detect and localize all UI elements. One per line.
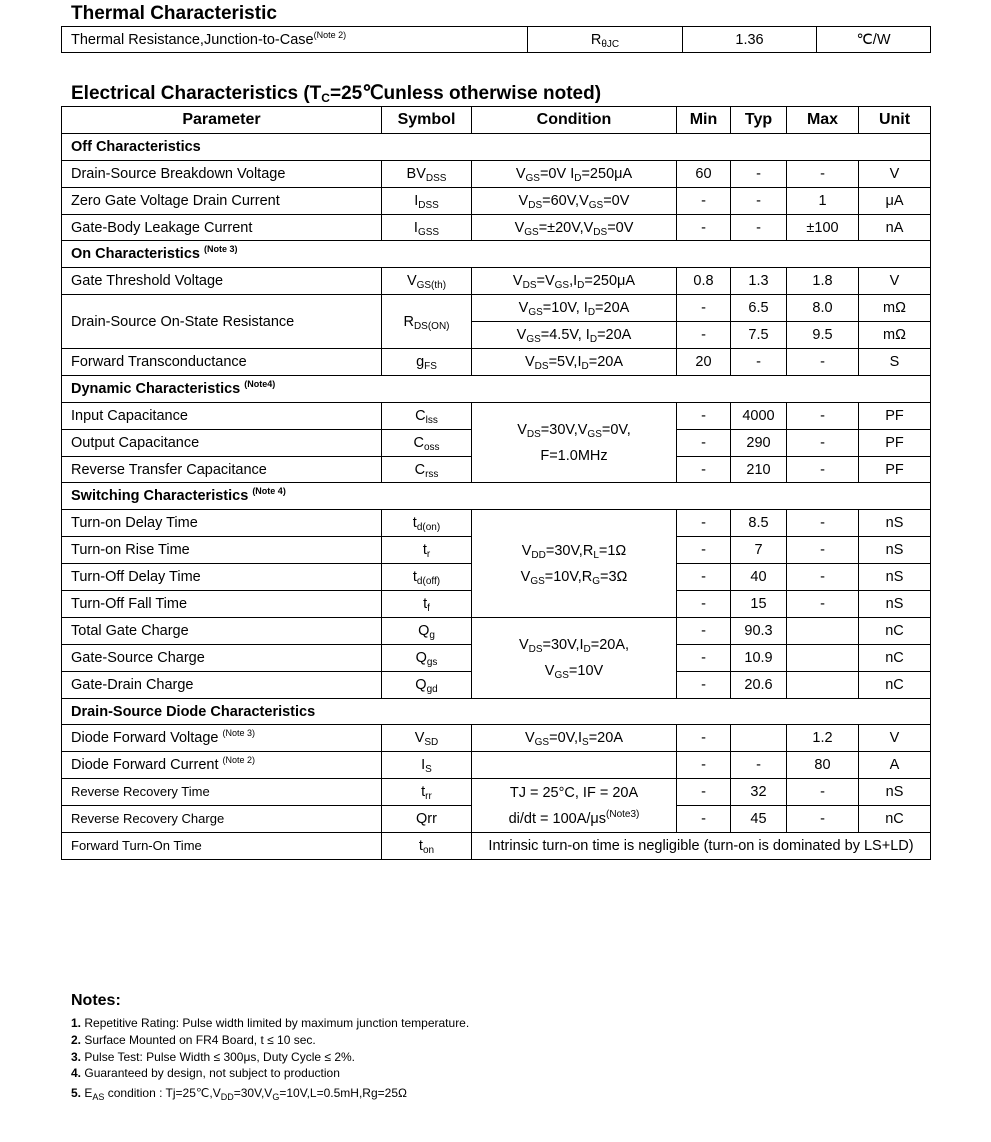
min-cell: - (677, 644, 731, 671)
thermal-symbol: $R_{\theta JC}$ (528, 27, 683, 53)
max-cell: - (787, 160, 859, 187)
max-cell: 8.0 (787, 295, 859, 322)
max-cell: - (787, 564, 859, 591)
unit-cell: nS (859, 591, 931, 618)
unit-cell: nS (859, 564, 931, 591)
max-cell: - (787, 537, 859, 564)
condition-cell: Intrinsic turn-on time is negligible (turn-on is dominated by LS+LD) (472, 833, 931, 860)
unit-cell: V (859, 160, 931, 187)
notes (71, 992, 469, 1102)
section-row (62, 698, 931, 725)
unit-cell: A (859, 752, 931, 779)
col-max: Max (787, 107, 859, 134)
typ-cell: - (731, 752, 787, 779)
unit-cell: PF (859, 402, 931, 429)
param-cell: Input Capacitance (62, 402, 382, 429)
condition-cell: $V_{GS}=0V,I_S=20A$ (472, 725, 677, 752)
section-row (62, 375, 931, 402)
typ-cell: 10.9 (731, 644, 787, 671)
min-cell: - (677, 779, 731, 806)
typ-cell: 90.3 (731, 617, 787, 644)
param-cell: Gate-Body Leakage Current (62, 214, 382, 241)
min-cell: - (677, 806, 731, 833)
table-row (62, 349, 931, 376)
max-cell: - (787, 456, 859, 483)
min-cell: 0.8 (677, 268, 731, 295)
symbol-cell: $t_{on}$ (382, 833, 472, 860)
param-cell: Total Gate Charge (62, 617, 382, 644)
condition-cell (472, 752, 677, 779)
min-cell: - (677, 322, 731, 349)
param-cell: Turn-Off Fall Time (62, 591, 382, 618)
param-cell: Drain-Source Breakdown Voltage (62, 160, 382, 187)
note-item: 4. Guaranteed by design, not subject to production (71, 1066, 340, 1081)
note-item: 3. Pulse Test: Pulse Width ≤ 300μs, Duty Cycle ≤ 2%. (71, 1049, 355, 1064)
min-cell: 20 (677, 349, 731, 376)
col-typ: Typ (731, 107, 787, 134)
condition-cell: $V_{DS}=30V,I_D=20A$, $V_{GS}=10V$ (472, 617, 677, 698)
table-row (62, 779, 931, 806)
typ-cell: 210 (731, 456, 787, 483)
typ-cell: 20.6 (731, 671, 787, 698)
typ-cell: 15 (731, 591, 787, 618)
max-cell (787, 644, 859, 671)
symbol-cell: $R_{DS(ON)}$ (382, 295, 472, 349)
symbol-cell: $V_{GS(th)}$ (382, 268, 472, 295)
typ-cell: 40 (731, 564, 787, 591)
table-row (62, 27, 931, 53)
symbol-cell: $I_{GSS}$ (382, 214, 472, 241)
min-cell: 60 (677, 160, 731, 187)
condition-cell: $V_{DD}=30V,R_L=1\Omega$ $V_{GS}=10V,R_G=3\Omega$ (472, 510, 677, 618)
param-cell: Turn-Off Delay Time (62, 564, 382, 591)
unit-cell: nC (859, 644, 931, 671)
typ-cell: 45 (731, 806, 787, 833)
typ-cell: - (731, 349, 787, 376)
param-cell: Reverse Recovery Charge (62, 806, 382, 833)
symbol-cell: $I_{DSS}$ (382, 187, 472, 214)
max-cell (787, 617, 859, 644)
unit-cell: nS (859, 537, 931, 564)
symbol-cell: $C_{rss}$ (382, 456, 472, 483)
unit-cell: mΩ (859, 295, 931, 322)
param-cell: Turn-on Delay Time (62, 510, 382, 537)
symbol-cell: $BV_{DSS}$ (382, 160, 472, 187)
max-cell: 1.2 (787, 725, 859, 752)
note-item: 2. Surface Mounted on FR4 Board, t ≤ 10 sec. (71, 1032, 316, 1047)
table-row (62, 268, 931, 295)
min-cell: - (677, 564, 731, 591)
table-row (62, 402, 931, 429)
max-cell: 9.5 (787, 322, 859, 349)
typ-cell: 6.5 (731, 295, 787, 322)
min-cell: - (677, 537, 731, 564)
typ-cell: 1.3 (731, 268, 787, 295)
symbol-cell: $Q_{gs}$ (382, 644, 472, 671)
table-row (62, 160, 931, 187)
thermal-unit: ℃/W (817, 27, 931, 53)
typ-cell: 8.5 (731, 510, 787, 537)
col-unit: Unit (859, 107, 931, 134)
table-row (62, 295, 931, 322)
max-cell: - (787, 402, 859, 429)
symbol-cell: $V_{SD}$ (382, 725, 472, 752)
typ-cell: - (731, 160, 787, 187)
param-cell: Forward Turn-On Time (62, 833, 382, 860)
param-cell: Reverse Transfer Capacitance (62, 456, 382, 483)
typ-cell: - (731, 187, 787, 214)
notes-title: Notes: (71, 992, 121, 1009)
unit-cell: nS (859, 510, 931, 537)
typ-cell: 7 (731, 537, 787, 564)
min-cell: - (677, 402, 731, 429)
unit-cell: V (859, 725, 931, 752)
min-cell: - (677, 591, 731, 618)
symbol-cell: $C_{lss}$ (382, 402, 472, 429)
symbol-cell: $g_{FS}$ (382, 349, 472, 376)
section-dynamic: Dynamic Characteristics $^{(Note4)}$ (62, 375, 931, 402)
section-row (62, 483, 931, 510)
electrical-title: Electrical Characteristics ($T_C=25℃unless$ otherwise noted) (71, 83, 602, 105)
section-on: On Characteristics $^{(Note 3)}$ (62, 241, 931, 268)
param-cell: Gate Threshold Voltage (62, 268, 382, 295)
param-cell: Diode Forward Current $^{(Note 2)}$ (62, 752, 382, 779)
param-cell: Reverse Recovery Time (62, 779, 382, 806)
typ-cell: - (731, 214, 787, 241)
thermal-table (61, 26, 931, 53)
max-cell: - (787, 806, 859, 833)
condition-cell: $V_{DS}=60V,V_{GS}=0V$ (472, 187, 677, 214)
symbol-cell: $t_{rr}$ (382, 779, 472, 806)
max-cell: 80 (787, 752, 859, 779)
condition-cell: $V_{GS}=4.5V$, $I_D=20A$ (472, 322, 677, 349)
min-cell: - (677, 671, 731, 698)
min-cell: - (677, 510, 731, 537)
table-row (62, 187, 931, 214)
unit-cell: nA (859, 214, 931, 241)
section-diode: Drain-Source Diode Characteristics (62, 698, 931, 725)
param-cell: Gate-Source Charge (62, 644, 382, 671)
section-row (62, 133, 931, 160)
param-cell: Drain-Source On-State Resistance (62, 295, 382, 349)
symbol-cell: $t_f$ (382, 591, 472, 618)
col-symbol: Symbol (382, 107, 472, 134)
symbol-cell: $t_{d(on)}$ (382, 510, 472, 537)
condition-cell: $V_{DS}=V_{GS},I_D=250\mu A$ (472, 268, 677, 295)
unit-cell: mΩ (859, 322, 931, 349)
param-cell: Forward Transconductance (62, 349, 382, 376)
table-row (62, 617, 931, 644)
typ-cell: 290 (731, 429, 787, 456)
max-cell: - (787, 429, 859, 456)
col-min: Min (677, 107, 731, 134)
typ-cell: 32 (731, 779, 787, 806)
symbol-cell: $t_{d(off)}$ (382, 564, 472, 591)
min-cell: - (677, 295, 731, 322)
max-cell: 1 (787, 187, 859, 214)
electrical-table (61, 106, 931, 860)
max-cell: - (787, 349, 859, 376)
note-item: 5. $E_{AS}$ condition : $Tj=25℃,V_{DD}=30V,V_G=10V,L=0.5mH,Rg=25\Omega$ (71, 1086, 407, 1103)
table-header-row (62, 107, 931, 134)
param-cell: Zero Gate Voltage Drain Current (62, 187, 382, 214)
symbol-cell: Qrr (382, 806, 472, 833)
condition-cell: $V_{GS}=\pm 20V,V_{DS}=0V$ (472, 214, 677, 241)
symbol-cell: $Q_{gd}$ (382, 671, 472, 698)
section-row (62, 241, 931, 268)
max-cell: - (787, 779, 859, 806)
symbol-cell: $I_S$ (382, 752, 472, 779)
min-cell: - (677, 456, 731, 483)
table-row (62, 725, 931, 752)
unit-cell: nC (859, 617, 931, 644)
unit-cell: nC (859, 671, 931, 698)
min-cell: - (677, 214, 731, 241)
param-cell: Output Capacitance (62, 429, 382, 456)
section-switching: Switching Characteristics $^{(Note 4)}$ (62, 483, 931, 510)
unit-cell: PF (859, 456, 931, 483)
col-parameter: Parameter (62, 107, 382, 134)
unit-cell: V (859, 268, 931, 295)
symbol-cell: $C_{oss}$ (382, 429, 472, 456)
section-off: Off Characteristics (62, 133, 931, 160)
min-cell: - (677, 187, 731, 214)
param-cell: Diode Forward Voltage $^{(Note 3)}$ (62, 725, 382, 752)
thermal-param: Thermal Resistance,Junction-to-Case$^{(Note 2)}$ (62, 27, 528, 53)
table-row (62, 214, 931, 241)
typ-cell: 7.5 (731, 322, 787, 349)
unit-cell: μA (859, 187, 931, 214)
condition-cell: $V_{GS}=0V$ $I_D=250\mu A$ (472, 160, 677, 187)
table-row (62, 510, 931, 537)
table-row (62, 752, 931, 779)
condition-cell: TJ = 25°C, IF = 20A $di/dt = 100A/\mu s^{(Note3)}$ (472, 779, 677, 833)
thermal-title: Thermal Characteristic (71, 3, 277, 24)
min-cell: - (677, 617, 731, 644)
condition-cell: $V_{GS}=10V$, $I_D=20A$ (472, 295, 677, 322)
condition-cell: $V_{DS}=5V,I_D=20A$ (472, 349, 677, 376)
unit-cell: PF (859, 429, 931, 456)
symbol-cell: $Q_g$ (382, 617, 472, 644)
max-cell: - (787, 591, 859, 618)
max-cell (787, 671, 859, 698)
col-condition: Condition (472, 107, 677, 134)
min-cell: - (677, 429, 731, 456)
unit-cell: nS (859, 779, 931, 806)
unit-cell: S (859, 349, 931, 376)
max-cell: - (787, 510, 859, 537)
param-cell: Gate-Drain Charge (62, 671, 382, 698)
table-row (62, 833, 931, 860)
max-cell: ±100 (787, 214, 859, 241)
symbol-cell: $t_r$ (382, 537, 472, 564)
note-item: 1. Repetitive Rating: Pulse width limited by maximum junction temperature. (71, 1016, 470, 1030)
min-cell: - (677, 725, 731, 752)
min-cell: - (677, 752, 731, 779)
max-cell: 1.8 (787, 268, 859, 295)
typ-cell (731, 725, 787, 752)
condition-cell: $V_{DS}=30V,V_{GS}=0V$, F=1.0MHz (472, 402, 677, 483)
typ-cell: 4000 (731, 402, 787, 429)
param-cell: Turn-on Rise Time (62, 537, 382, 564)
thermal-value: 1.36 (683, 27, 817, 53)
unit-cell: nC (859, 806, 931, 833)
